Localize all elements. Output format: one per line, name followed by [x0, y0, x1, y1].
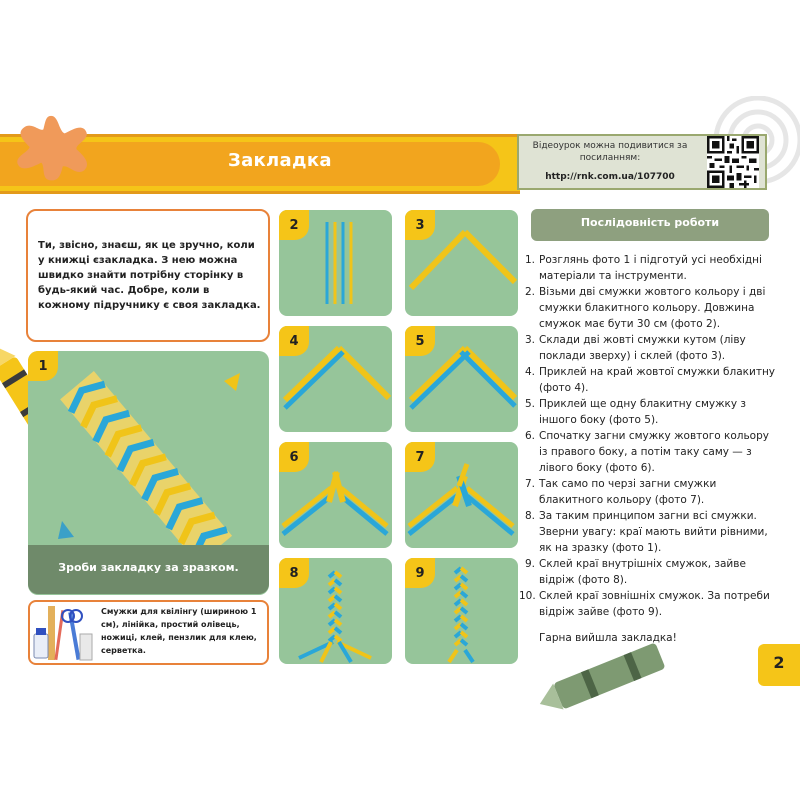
step-text: Склей краї зовнішніх смужок. За потреби відріж зайве (фото 9). [539, 590, 770, 618]
photo-6-number-tag [279, 442, 309, 472]
step-item [519, 428, 779, 476]
step-item [519, 476, 779, 508]
photo-9-number: 9 [415, 565, 425, 581]
step-text: Склей краї внутрішніх смужок, зайве відріж (фото 8). [539, 558, 746, 586]
qr-code-icon[interactable] [707, 136, 759, 188]
step-item [519, 556, 779, 588]
step-text: Склади дві жовті смужки кутом (ліву поклади зверху) і склей (фото 3). [539, 334, 746, 362]
step-number: 5. [524, 398, 535, 410]
step-item [519, 284, 779, 332]
step-number: 3. [524, 334, 535, 346]
steps-list [519, 252, 779, 620]
step-item [519, 508, 779, 556]
video-lesson-text: Відеоурок можна подивитися за посиланням: [532, 141, 688, 163]
step-number: 8. [524, 510, 535, 522]
step-text: Розглянь фото 1 і підготуй усі необхідні матеріали та інструменти. [539, 254, 762, 282]
photo-4-number: 4 [289, 333, 299, 349]
photo-8-number: 8 [289, 565, 299, 581]
materials-text: Смужки для квілінгу (шириною 1 см), лінійка, простий олівець, ножиці, клей, пензлик для клею, серветка. [101, 607, 257, 655]
photo-9-number-tag [405, 558, 435, 588]
photo-6-number: 6 [289, 449, 299, 465]
photo-8-number-tag [279, 558, 309, 588]
photo-1-number-tag [28, 351, 58, 381]
step-text: Приклей на край жовтої смужки блакитну (фото 4). [539, 366, 776, 394]
photo-1-number: 1 [38, 358, 48, 374]
step-text: Так само по черзі загни смужки блакитного кольору (фото 7). [539, 478, 717, 506]
photo-2-number: 2 [289, 217, 299, 233]
step-text: Візьми дві смужки жовтого кольору і дві смужки блакитного кольору. Довжина смужок має бути 30 см (фото 2). [539, 286, 766, 330]
crayon-decoration-right [534, 640, 684, 710]
step-number: 1. [524, 254, 535, 266]
step-number: 9. [524, 558, 535, 570]
tools-icon [32, 604, 96, 662]
photo-7-number-tag [405, 442, 435, 472]
step-item [519, 332, 779, 364]
video-lesson-link[interactable]: http://rnk.com.ua/107700 [545, 172, 675, 182]
splat-icon [14, 112, 92, 184]
step-number: 4. [524, 366, 535, 378]
steps-final-line: Гарна вийшла закладка! [539, 632, 677, 644]
page-title: Закладка [228, 150, 332, 171]
step-item [519, 396, 779, 428]
steps-title: Послідовність роботи [580, 216, 720, 229]
step-number: 7. [524, 478, 535, 490]
page-number: 2 [773, 653, 785, 672]
photo-2-number-tag [279, 210, 309, 240]
photo-3-number: 3 [415, 217, 425, 233]
photo-3-number-tag [405, 210, 435, 240]
step-item [519, 364, 779, 396]
step-item [519, 252, 779, 284]
step-item [519, 588, 779, 620]
step-number: 6. [524, 430, 535, 442]
intro-text: Ти, звісно, знаєш, як це зручно, коли у книжці єзакладка. З нею можна швидко знайти потрібну сторінку в будь-який час. Добре, коли в кожному підручнику є своя закладка. [38, 240, 261, 311]
step-number: 2. [524, 286, 535, 298]
photo-4-number-tag [279, 326, 309, 356]
photo-1-caption: Зроби закладку за зразком. [58, 561, 239, 574]
photo-7-number: 7 [415, 449, 425, 465]
step-text: За таким принципом загни всі смужки. Зверни увагу: краї мають вийти рівними, як на зразку (фото 1). [539, 510, 768, 554]
step-text: Приклей ще одну блакитну смужку з іншого боку (фото 5). [539, 398, 747, 426]
photo-5-number: 5 [415, 333, 425, 349]
step-text: Спочатку загни смужку жовтого кольору із правого боку, а потім таку саму — з лівого боку (фото 6). [539, 430, 769, 474]
step-number: 10. [519, 590, 536, 602]
photo-5-number-tag [405, 326, 435, 356]
